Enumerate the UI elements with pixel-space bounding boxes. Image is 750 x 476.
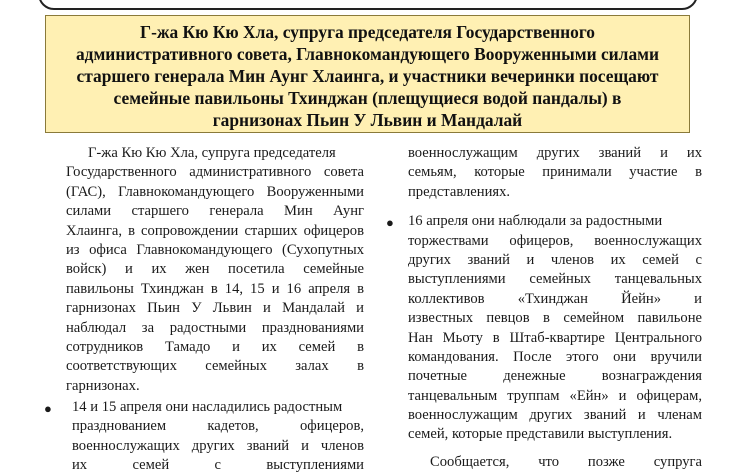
paragraph-line: (ГАС), Главнокомандующего Вооруженными	[66, 183, 364, 200]
paragraph-line: представлениях.	[408, 183, 511, 200]
bullet-line: командования. После этого они вручили	[408, 348, 702, 365]
paragraph-line: сотрудников Тамадо и их семей в	[66, 338, 364, 355]
paragraph-line: из офиса Главнокомандующего (Сухопутных	[66, 241, 364, 258]
bullet-line: их семей с выступлениями	[72, 457, 364, 474]
bullet-line: известных певцов в семейном павильоне	[408, 310, 702, 327]
bullet-line: празднованием кадетов, офицеров,	[72, 418, 364, 435]
paragraph-line: силами старшего генерала Мин Аунг	[66, 203, 364, 220]
headline-line: гарнизонах Пьин У Львин и Мандалай	[212, 110, 523, 130]
bullet-item	[386, 212, 702, 445]
paragraph-line: Сообщается, что позже супруга	[430, 453, 702, 470]
paragraph-line: гарнизонах.	[66, 377, 140, 394]
bullet-line: других званий и членов их семей с	[408, 251, 702, 268]
bullet-line: почетные денежные вознаграждения	[408, 368, 702, 385]
bullet-line: коллективов «Тхинджан Йейн» и	[408, 290, 702, 307]
bullet-line: 14 и 15 апреля они насладились радостным	[72, 399, 343, 416]
paragraph-line: наблюдал за радостными празднованиями	[66, 319, 364, 336]
headline-line: Г-жа Кю Кю Хла, супруга председателя Государственного	[140, 22, 595, 42]
paragraph-line: войск) и их жен посетила семейные	[66, 261, 364, 278]
right-column	[386, 144, 702, 472]
bullet-line: военнослужащим других званий и членам	[408, 407, 702, 424]
paragraph-line: семьям, которые принимали участие в	[408, 164, 702, 181]
bullet-line: выступлениями семейных танцевальных	[408, 271, 702, 288]
paragraph-line: Хлаинга, в сопровождении старших офицеров	[66, 222, 364, 239]
bullet-line: танцевальным труппам «Ейн» и офицерам,	[408, 387, 702, 404]
bullet-icon: ●	[44, 401, 52, 417]
bullet-line: семей, которые представили выступления.	[408, 426, 673, 443]
bullet-icon: ●	[386, 215, 394, 231]
bullet-item	[44, 398, 364, 476]
top-frame-border	[38, 0, 698, 10]
headline-line: семейные павильоны Тхинджан (плещущиеся водой пандалы) в	[113, 88, 622, 108]
paragraph-line: павильоны Тхинджан в 14, 15 и 16 апреля в	[66, 280, 364, 297]
left-column	[44, 144, 364, 476]
paragraph-line: Г-жа Кю Кю Хла, супруга председателя	[88, 145, 336, 161]
bullet-line: 16 апреля они наблюдали за радостными	[408, 213, 663, 230]
headline-line: старшего генерала Мин Аунг Хлаинга, и участники вечеринки посещают	[76, 66, 659, 86]
paragraph-line: соответствующих семейных залах в	[66, 358, 364, 375]
paragraph-line: военнослужащим других званий и их	[408, 145, 702, 161]
headline-line: административного совета, Главнокомандующего Вооруженными силами	[75, 44, 660, 64]
paragraph-line: гарнизонах Пьин У Львин и Мандалай и	[66, 300, 364, 317]
paragraph-line: Государственного административного совета	[66, 164, 364, 181]
headline-box	[45, 15, 690, 133]
bullet-line: Нан Мьоту в Штаб-квартире Центрального	[408, 329, 702, 346]
bullet-line: торжествами офицеров, военнослужащих	[408, 232, 702, 249]
bullet-line: военнослужащих других званий и членов	[72, 437, 364, 454]
